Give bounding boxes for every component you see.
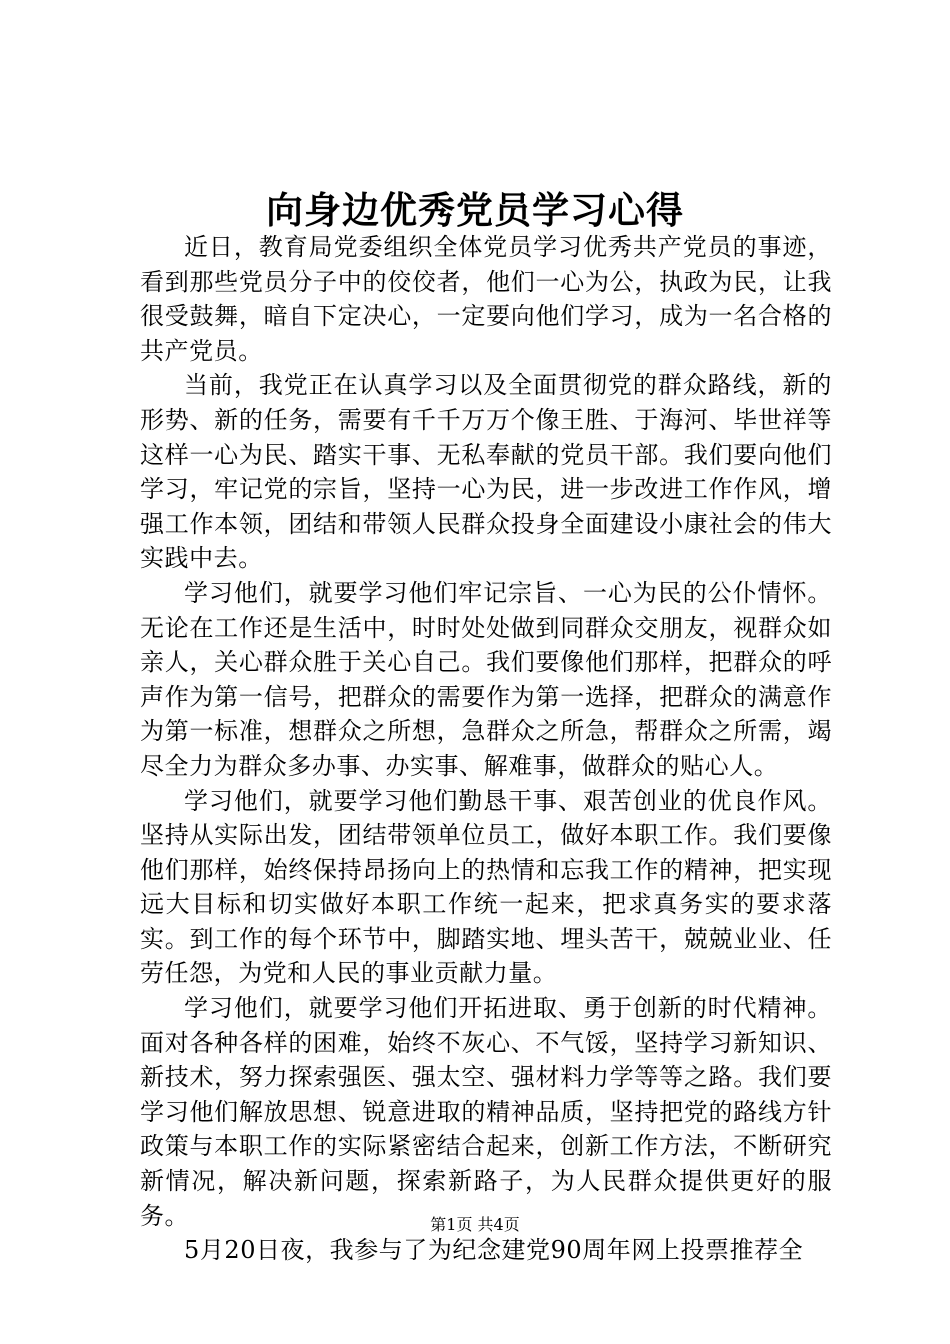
paragraph: 5月20日夜，我参与了为纪念建党90周年网上投票推荐全 (184, 1236, 804, 1265)
paragraph: 学习他们，就要学习他们牢记宗旨、一心为民的公仆情怀。无论在工作还是生活中，时时处处做到同群众交朋友，视群众如亲人，关心群众胜于关心自己。我们要像他们那样，把群众的呼声作为第一信号，把群众的需要作为第一选择，把群众的满意作为第一标准，想群众之所想，急群众之所急，帮群众之所需，竭尽全力为群众多办事、办实事、解难事，做群众的贴心人。 (140, 578, 832, 780)
paragraph: 当前，我党正在认真学习以及全面贯彻党的群众路线，新的形势、新的任务，需要有千千万万个像王胜、于海河、毕世祥等这样一心为民、踏实干事、无私奉献的党员干部。我们要向他们学习，牢记党的宗旨，坚持一心为民，进一步改进工作作风，增强工作本领，团结和带领人民群众投身全面建设小康社会的伟大实践中去。 (140, 371, 832, 573)
paragraph: 学习他们，就要学习他们勤恳干事、艰苦创业的优良作风。坚持从实际出发，团结带领单位员工，做好本职工作。我们要像他们那样，始终保持昂扬向上的热情和忘我工作的精神，把实现远大目标和切实做好本职工作统一起来，把求真务实的要求落实。到工作的每个环节中，脚踏实地、埋头苦干，兢兢业业、任劳任怨，为党和人民的事业贡献力量。 (140, 786, 832, 988)
paragraph: 近日，教育局党委组织全体党员学习优秀共产党员的事迹，看到那些党员分子中的佼佼者，他们一心为公，执政为民，让我很受鼓舞，暗自下定决心，一定要向他们学习，成为一名合格的共产党员。 (140, 233, 832, 365)
document-title: 向身边优秀党员学习心得 (266, 188, 684, 232)
paragraph: 学习他们，就要学习他们开拓进取、勇于创新的时代精神。面对各种各样的困难，始终不灰心、不气馁，坚持学习新知识、新技术，努力探索强医、强太空、强材料力学等等之路。我们要学习他们解放思想、锐意进取的精神品质，坚持把党的路线方针政策与本职工作的实际紧密结合起来，创新工作方法，不断研究新情况，解决新问题，探索新路子，为人民群众提供更好的服务。 (140, 994, 832, 1230)
page-footer: 第1页 共4页 (430, 1215, 520, 1234)
document-body (140, 230, 832, 1268)
